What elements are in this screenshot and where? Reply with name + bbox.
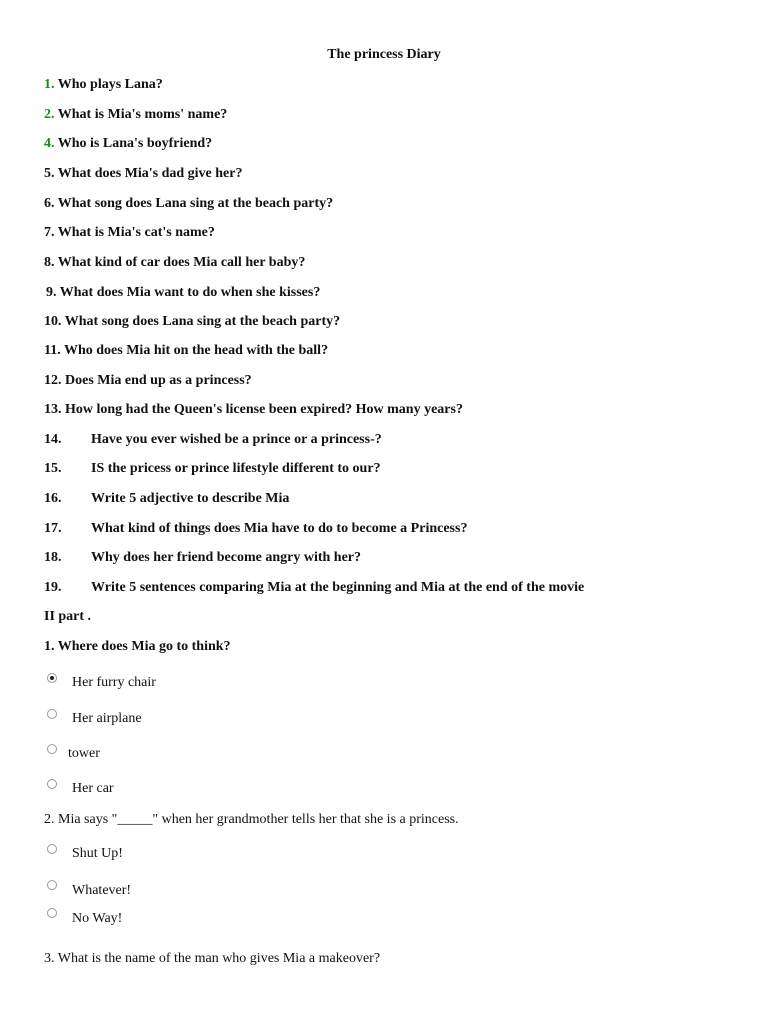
- radio-tower[interactable]: [47, 744, 57, 754]
- question-15: [44, 461, 381, 477]
- radio-airplane[interactable]: [47, 709, 57, 719]
- question-number: 2.: [44, 107, 55, 122]
- question-text: Why does her friend become angry with her?: [91, 550, 361, 565]
- question-number: 7.: [44, 225, 55, 240]
- question-number: 14.: [44, 432, 62, 447]
- part2-heading: II part .: [44, 609, 92, 624]
- radio-shut-up[interactable]: [47, 844, 57, 854]
- question-text: Write 5 adjective to describe Mia: [91, 491, 290, 506]
- question-text: Who plays Lana?: [54, 77, 163, 92]
- question-text: How long had the Queen's license been expired? How many years?: [61, 402, 463, 417]
- question-text: Write 5 sentences comparing Mia at the beginning and Mia at the end of the movie: [91, 580, 585, 595]
- part2-question-3: 3. What is the name of the man who gives Mia a makeover?: [44, 951, 381, 966]
- question-number: 15.: [44, 461, 62, 476]
- question-18: [44, 550, 361, 566]
- question-4: [44, 136, 212, 152]
- radio-car[interactable]: [47, 779, 57, 789]
- radio-whatever[interactable]: [47, 880, 57, 890]
- part2-question-2: 2. Mia says "_____" when her grandmother tells her that she is a princess.: [44, 812, 459, 827]
- question-text: Who does Mia hit on the head with the ball?: [60, 343, 329, 358]
- question-text: What does Mia want to do when she kisses?: [56, 285, 321, 300]
- question-text: What is Mia's cat's name?: [54, 225, 215, 240]
- question-number: 19.: [44, 580, 62, 595]
- question-text: Who is Lana's boyfriend?: [54, 136, 213, 151]
- question-text: What song does Lana sing at the beach party?: [54, 196, 334, 211]
- question-number: 6.: [44, 196, 55, 211]
- question-10: [44, 314, 340, 330]
- page-title: The princess Diary: [327, 47, 441, 62]
- question-number: 11.: [44, 343, 61, 358]
- part2-question-1: 1. Where does Mia go to think?: [44, 639, 231, 654]
- question-text: What kind of car does Mia call her baby?: [54, 255, 306, 270]
- option-label: Shut Up!: [72, 846, 123, 861]
- question-17: [44, 521, 467, 537]
- option-label: tower: [68, 746, 100, 761]
- question-text: Does Mia end up as a princess?: [61, 373, 252, 388]
- question-number: 18.: [44, 550, 62, 565]
- radio-furry-chair[interactable]: [47, 673, 57, 683]
- question-11: [44, 343, 328, 359]
- question-number: 12.: [44, 373, 62, 388]
- question-number: 4.: [44, 136, 55, 151]
- question-text: Have you ever wished be a prince or a princess-?: [91, 432, 382, 447]
- question-16: [44, 491, 289, 507]
- question-8: [44, 255, 305, 271]
- option-label: No Way!: [72, 911, 123, 926]
- question-12: [44, 373, 252, 389]
- question-number: 1.: [44, 77, 55, 92]
- question-2: [44, 107, 227, 123]
- question-number: 8.: [44, 255, 55, 270]
- question-text: What does Mia's dad give her?: [54, 166, 243, 181]
- option-label: Her car: [72, 781, 114, 796]
- question-19: [44, 580, 584, 596]
- question-1: [44, 77, 163, 93]
- radio-no-way[interactable]: [47, 908, 57, 918]
- question-number: 17.: [44, 521, 62, 536]
- question-text: What song does Lana sing at the beach party?: [61, 314, 341, 329]
- question-13: [44, 402, 463, 418]
- question-9: [46, 285, 320, 301]
- question-text: What kind of things does Mia have to do to become a Princess?: [91, 521, 468, 536]
- question-number: 9.: [46, 285, 57, 300]
- question-number: 5.: [44, 166, 55, 181]
- question-text: IS the pricess or prince lifestyle different to our?: [91, 461, 381, 476]
- question-number: 13.: [44, 402, 62, 417]
- option-label: Whatever!: [72, 883, 132, 898]
- question-number: 16.: [44, 491, 62, 506]
- option-label: Her furry chair: [72, 675, 156, 690]
- question-7: [44, 225, 215, 241]
- option-label: Her airplane: [72, 711, 142, 726]
- question-text: What is Mia's moms' name?: [54, 107, 228, 122]
- question-number: 10.: [44, 314, 62, 329]
- question-5: [44, 166, 242, 182]
- question-6: [44, 196, 333, 212]
- question-14: [44, 432, 382, 448]
